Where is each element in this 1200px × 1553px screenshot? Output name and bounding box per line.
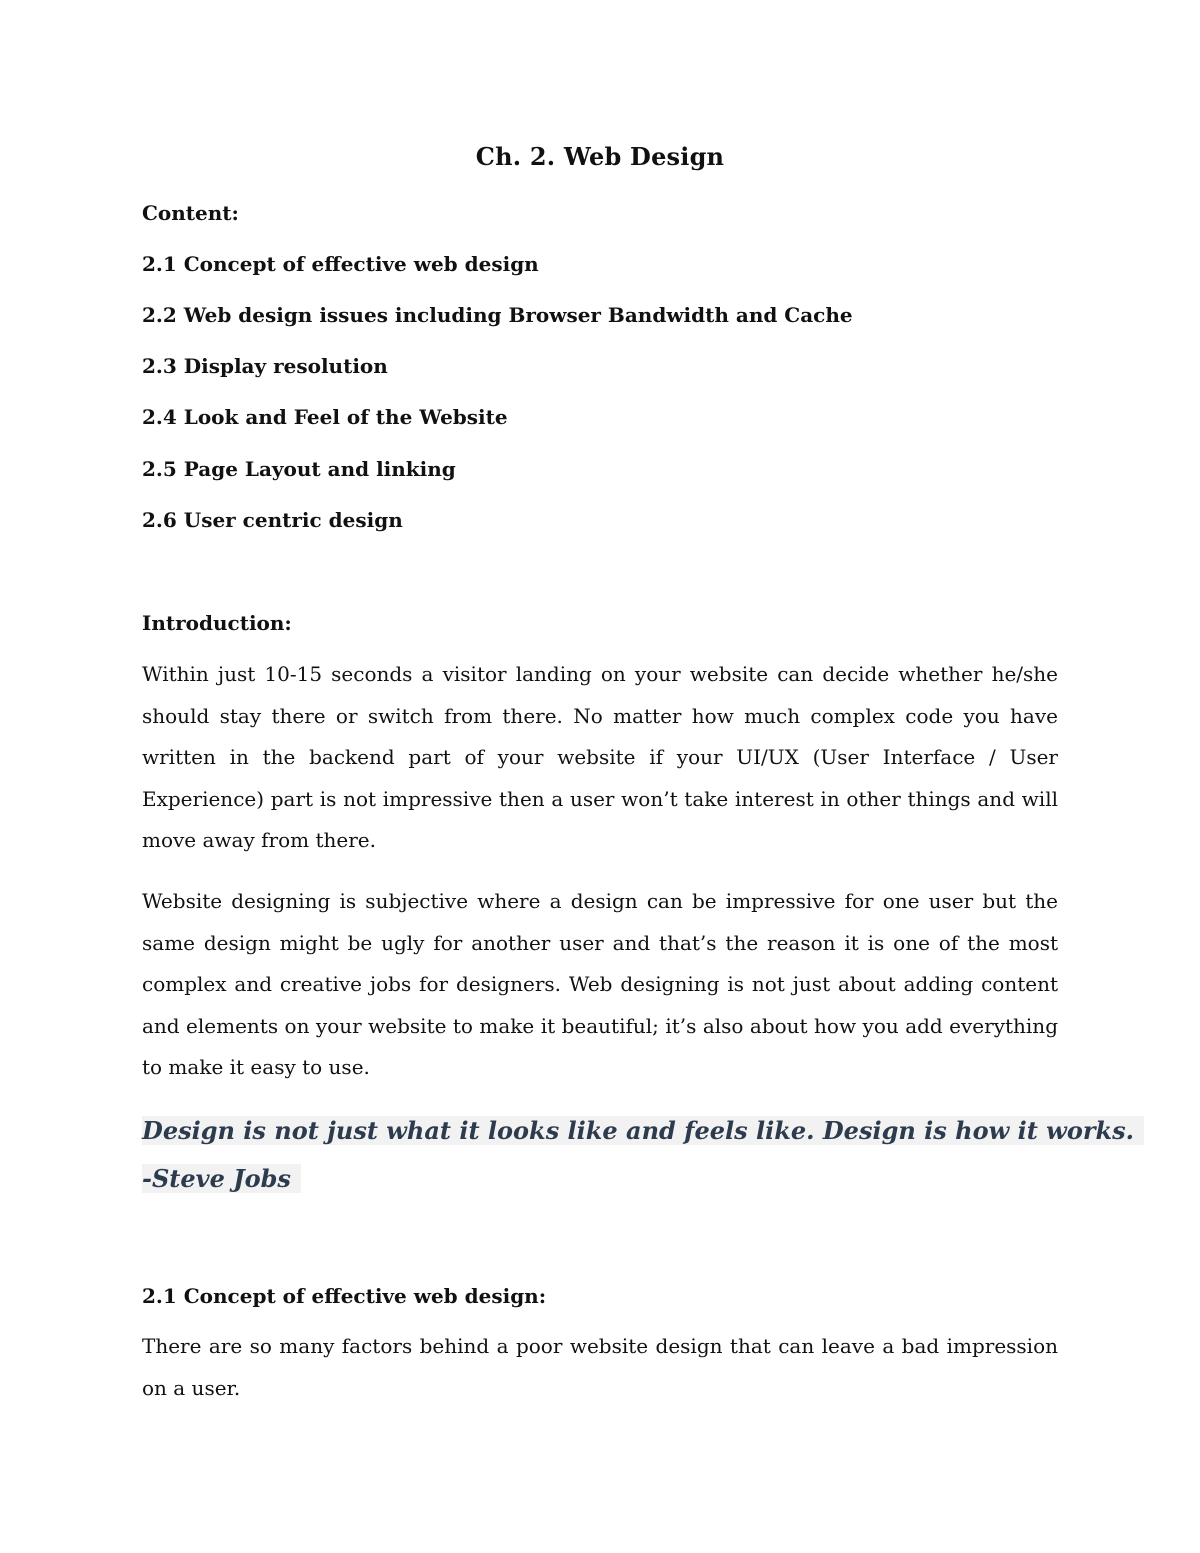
contents-item-2-5: 2.5 Page Layout and linking — [142, 457, 456, 481]
contents-item-2-2: 2.2 Web design issues including Browser Bandwidth and Cache — [142, 303, 853, 327]
quote-author — [142, 1156, 301, 1202]
contents-item-2-1: 2.1 Concept of effective web design — [142, 252, 539, 276]
contents-item-2-4: 2.4 Look and Feel of the Website — [142, 405, 508, 429]
section-2-1-heading: 2.1 Concept of effective web design: — [142, 1284, 547, 1308]
quote-author-content: -Steve Jobs — [142, 1164, 301, 1193]
contents-item-2-6: 2.6 User centric design — [142, 508, 403, 532]
quote-text-content: Design is not just what it looks like and feels like. Design is how it works. — [142, 1116, 1144, 1145]
intro-paragraph-2: Website designing is subjective where a design can be impressive for one user but the same design might be ugly for another user and that’s the reason it is one of the most complex and creative jobs for designers. Web designing is not just about adding content and elements on your website to make it beautiful; it’s also about how you add everything to make it easy to use. — [142, 889, 1058, 1079]
quote-text — [142, 1108, 1144, 1154]
content-heading: Content: — [142, 201, 239, 225]
section-2-1-paragraph: There are so many factors behind a poor website design that can leave a bad impression on a user. — [142, 1334, 1058, 1400]
page-title: Ch. 2. Web Design — [475, 142, 725, 171]
contents-item-2-3: 2.3 Display resolution — [142, 354, 388, 378]
intro-paragraph-1: Within just 10-15 seconds a visitor landing on your website can decide whether he/she should stay there or switch from there. No matter how much complex code you have written in the backend part of your website if your UI/UX (User Interface / User Experience) part is not impressive then a user won’t take interest in other things and will move away from there. — [142, 662, 1058, 852]
introduction-heading: Introduction: — [142, 611, 292, 635]
